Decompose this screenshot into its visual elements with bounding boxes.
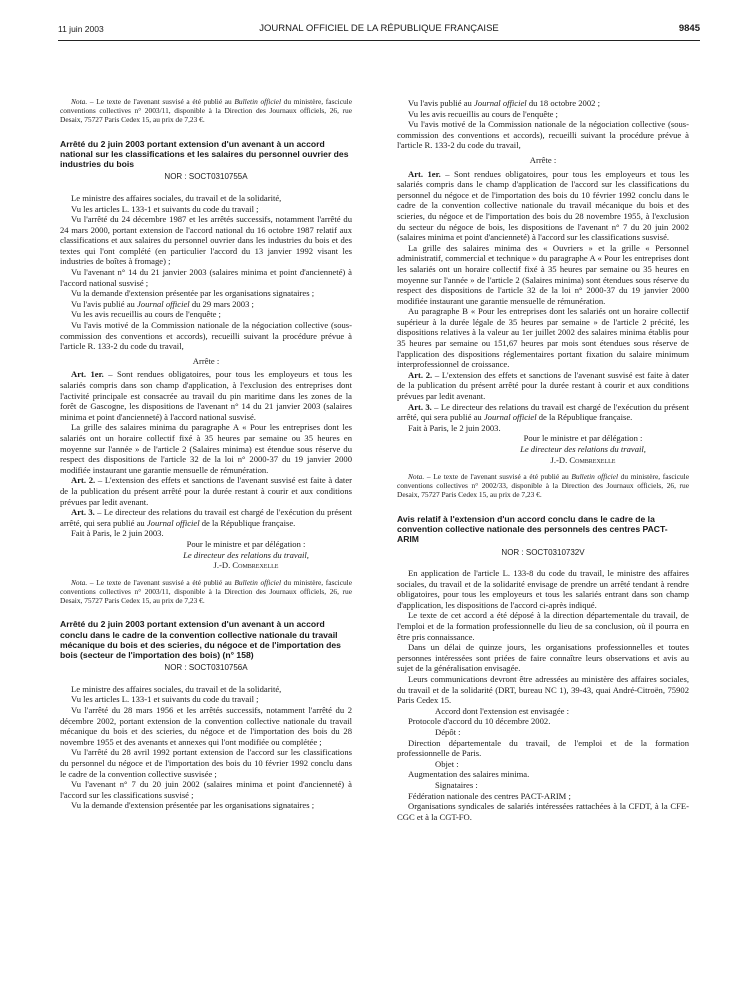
paragraph: Vu les articles L. 133-1 et suivants du code du travail ;: [71, 203, 259, 214]
arrete-heading: Arrête :: [192, 355, 220, 366]
paragraph: Au paragraphe B « Pour les entreprises dont les salariés ont un horaire collectif supérieur à la durée légale de 35 heures par semaine » de l'article 2 précité, les dispositions relatives à la valeur au 1er juillet 2002 des salaires minima établis pour 35 heures par semaine ou 151,67 heures par mois sont étendues sous réserve de l'application des dispositions réglementaires portant fixation du salaire minimum interprofessionnel de croissance.: [397, 306, 689, 370]
notice-title: Avis relatif à l'extension d'un accord conclu dans le cadre de la convention collective nationale des personnels des centres PACT-ARIM: [397, 513, 668, 545]
paragraph: Organisations syndicales de salariés intéressées rattachées à la CFDT, à la CFE-CGC et à la CGT-FO.: [397, 801, 689, 822]
paragraph: Vu l'avis motivé de la Commission nationale de la négociation collective (sous-commission des conventions et accords), recueilli suivant la procédure prévue à l'article R. 133-2 du code du travail,: [397, 119, 689, 151]
article-paragraph: Art. 3. – Le directeur des relations du travail est chargé de l'exécution du présent arrêté, qui sera publié au Journal officiel de la République française.: [60, 507, 352, 528]
paragraph: Vu l'avis publié au Journal officiel du 29 mars 2003 ;: [71, 298, 254, 309]
signature-date: Fait à Paris, le 2 juin 2003.: [71, 528, 164, 539]
paragraph: Vu les avis recueillis au cours de l'enquête ;: [71, 309, 221, 320]
page-number: 9845: [678, 23, 700, 34]
nor-reference: NOR : SOCT0310755A: [164, 172, 248, 182]
paragraph: Vu l'avenant n° 7 du 20 juin 2002 (salaires minima et point d'ancienneté) à l'accord sur les classifications susvisé ;: [60, 779, 352, 800]
header-rule: [58, 40, 700, 41]
signature-role: Le directeur des relations du travail,: [183, 549, 309, 560]
paragraph: Vu l'avenant n° 14 du 21 janvier 2003 (salaires minima et point d'ancienneté) à l'accord national susvisé ;: [60, 267, 352, 288]
paragraph: En application de l'article L. 133-8 du code du travail, le ministre des affaires sociales, du travail et de la solidarité envisage de prendre un arrêté tendant à rendre obligatoires, pour tous les employeurs et tous les salariés entrant dans son champ d'application, les dispositions de l'accord ci-après indiqué.: [397, 568, 689, 610]
article-paragraph: Art. 3. – Le directeur des relations du travail est chargé de l'exécution du présent arrêté, qui sera publié au Journal officiel de la République française.: [397, 401, 689, 423]
paragraph: Leurs communications devront être adressées au ministère des affaires sociales, du travail et de la solidarité (DRT, bureau NC 1), 39-43, quai André-Citroën, 75902 Paris Cedex 15.: [397, 674, 689, 706]
section-label: Accord dont l'extension est envisagée :: [435, 705, 569, 716]
paragraph: Vu l'avis motivé de la Commission nationale de la négociation collective (sous-commission des conventions et accords), recueilli suivant la procédure prévue à l'article R. 133-2 du code du travail,: [60, 320, 352, 352]
nota-paragraph: Nota. – Le texte de l'avenant susvisé a été publié au Bulletin officiel du ministère, fascicule conventions collectives n° 2002/33, disponible à la Direction des Journaux officiels, 26, rue Desaix, 75727 Paris Cedex 15, au prix de 7,23 €.: [397, 472, 690, 499]
paragraph: La grille des salaires minima du paragraphe A « Pour les entreprises dont les salariés ont un horaire collectif fixé à 35 heures par semaine ou 35 heures en moyenne sur l'année » de l'article 2 (Salaires minima) est étendue sous réserve du respect des dispositions de l'article 32 de la loi n° 2000-37 du 19 janvier 2000 modifiée instaurant une garantie mensuelle de rémunération.: [60, 422, 352, 475]
signature-role: Le directeur des relations du travail,: [520, 444, 646, 454]
paragraph: Vu l'avis publié au Journal officiel du 18 octobre 2002 ;: [408, 98, 600, 108]
paragraph: La grille des salaires minima des « Ouvriers » et la grille « Personnel administratif, commercial et technique » du paragraphe A « Pour les entreprises dont les salariés ont un horaire collectif fixé à 35 heures par semaine ou 35 heures en moyenne sur l'année » de l'article 2 (Salaires minima) sont étendues sous réserve du respect des dispositions de l'article 32 de la loi n° 2000-37 du 19 janvier 2000 modifiée instaurant une garantie mensuelle de rémunération.: [397, 242, 689, 306]
nota-paragraph: Nota. – Le texte de l'avenant susvisé a été publié au Bulletin officiel du ministère, fascicule conventions collectives n° 2003/11, disponible à la Direction des Journaux officiels, 26, rue Desaix, 75727 Paris Cedex 15, au prix de 7,23 €.: [60, 577, 353, 605]
section-label: Objet :: [435, 758, 459, 769]
paragraph: Vu l'arrêté du 24 décembre 1987 et les arrêtés successifs, notamment l'arrêté du 24 mars 2000, portant extension de l'accord national du 16 octobre 1987 relatif aux classifications et aux salaires du personnel ouvrier dans les industries du bois et des textes qui l'ont complété (en particulier l'accord du 13 janvier 1992 visant les industries de boîtes à fromage) ;: [60, 214, 352, 267]
paragraph: Dans un délai de quinze jours, les organisations professionnelles et toutes personnes intéressées sont priées de faire connaître leurs observations et avis au sujet de la généralisation envisagée.: [397, 642, 689, 674]
right-column: [397, 98, 689, 822]
signature-line: Pour le ministre et par délégation :: [523, 433, 643, 444]
article-paragraph: Art. 2. – L'extension des effets et sanctions de l'avenant susvisé est faite à dater de la publication du présent arrêté pour la durée restant à courir et aux conditions prévues par ledit avenant.: [397, 369, 689, 402]
signature-line: Pour le ministre et par délégation :: [186, 538, 306, 549]
nota-paragraph: Nota. – Le texte de l'avenant susvisé a été publié au Bulletin officiel du ministère, fascicule conventions collectives n° 2003/11, disponible à la Direction des Journaux officiels, 26, rue Desaix, 75727 Paris Cedex 15, au prix de 7,23 €.: [60, 97, 353, 124]
paragraph: Le ministre des affaires sociales, du travail et de la solidarité,: [71, 683, 282, 694]
article-paragraph: Art. 2. – L'extension des effets et sanctions de l'avenant susvisé est faite à dater de la publication du présent arrêté pour la durée restant à courir et aux conditions prévues par ledit avenant.: [60, 475, 352, 507]
paragraph: Augmentation des salaires minima.: [408, 769, 530, 780]
signature-date: Fait à Paris, le 2 juin 2003.: [408, 422, 501, 433]
nor-reference: NOR : SOCT0310756A: [164, 663, 248, 673]
left-column: [60, 98, 352, 811]
decree-title: Arrêté du 2 juin 2003 portant extension d'un avenant à un accord national sur les classifications et les salaires du personnel ouvrier des industries du bois: [60, 138, 349, 170]
paragraph: Vu l'arrêté du 28 mars 1956 et les arrêtés successifs, notamment l'arrêté du 2 décembre 2002, portant extension de la convention collective nationale du travail mécanique du bois et des scieries, du négoce et de l'importation des bois du 28 novembre 1955 et des avenants et annexes qui l'ont modifiée ou complétée ;: [60, 705, 352, 747]
article-paragraph: Art. 1er. – Sont rendues obligatoires, pour tous les employeurs et tous les salariés compris dans le champ d'application de l'accord sur les classifications du personnel du négoce et de l'importation des bois du 10 février 1992 conclu dans le cadre de la convention collective nationale du travail mécanique du bois et des scieries, du négoce et de l'importation des bois du 28 novembre 1955, à l'exclusion du secteur du négoce de bois, les dispositions de l'avenant n° 7 du 20 juin 2002 (salaires minima et point d'ancienneté) à l'accord sur les classifications susvisé.: [397, 168, 689, 243]
paragraph: Le ministre des affaires sociales, du travail et de la solidarité,: [71, 192, 282, 203]
page-header: [58, 22, 700, 38]
journal-title: JOURNAL OFFICIEL DE LA RÉPUBLIQUE FRANÇAISE: [259, 23, 499, 34]
paragraph: Fédération nationale des centres PACT-ARIM ;: [408, 790, 571, 801]
section-label: Dépôt :: [435, 727, 461, 738]
paragraph: Le texte de cet accord a été déposé à la direction départementale du travail, de l'emploi et de la formation professionnelle du lieu de sa conclusion, où il pourra en être pris connaissance.: [397, 610, 689, 642]
paragraph: Vu les avis recueillis au cours de l'enquête ;: [408, 108, 558, 119]
nor-reference: NOR : SOCT0310732V: [501, 547, 585, 557]
issue-date: 11 juin 2003: [58, 24, 104, 34]
signatory-name: J.-D. Combrexelle: [550, 454, 616, 465]
arrete-heading: Arrête :: [529, 154, 557, 165]
signatory-name: J.-D. Combrexelle: [213, 560, 279, 571]
paragraph: Vu les articles L. 133-1 et suivants du code du travail ;: [71, 694, 259, 705]
paragraph: Vu la demande d'extension présentée par les organisations signataires ;: [71, 288, 315, 299]
paragraph: Direction départementale du travail, de l'emploi et de la formation professionnelle de Paris.: [397, 737, 689, 759]
article-paragraph: Art. 1er. – Sont rendues obligatoires, pour tous les employeurs et tous les salariés compris dans son champ d'application, à l'exclusion des entreprises dont l'activité principale est consacrée au travail du pin maritime dans les zones de la forêt de Gascogne, les dispositions de l'avenant n° 14 du 21 janvier 2003 (salaires minima et point d'ancienneté) à l'accord national susvisé.: [60, 369, 352, 422]
decree-title: Arrêté du 2 juin 2003 portant extension d'un avenant à un accord conclu dans le cadre de la convention collective nationale du travail mécanique du bois et des scieries, du négoce et de l'importation des bois (secteur de l'importation des bois) (n° 158): [60, 619, 341, 661]
section-label: Signataires :: [435, 779, 478, 790]
paragraph: Protocole d'accord du 10 décembre 2002.: [408, 716, 551, 727]
paragraph: Vu l'arrêté du 28 avril 1992 portant extension de l'accord sur les classifications du personnel du négoce et de l'importation des bois du 10 février 1992 conclu dans le cadre de la convention collective susvisée ;: [60, 747, 352, 779]
paragraph: Vu la demande d'extension présentée par les organisations signataires ;: [71, 800, 315, 811]
